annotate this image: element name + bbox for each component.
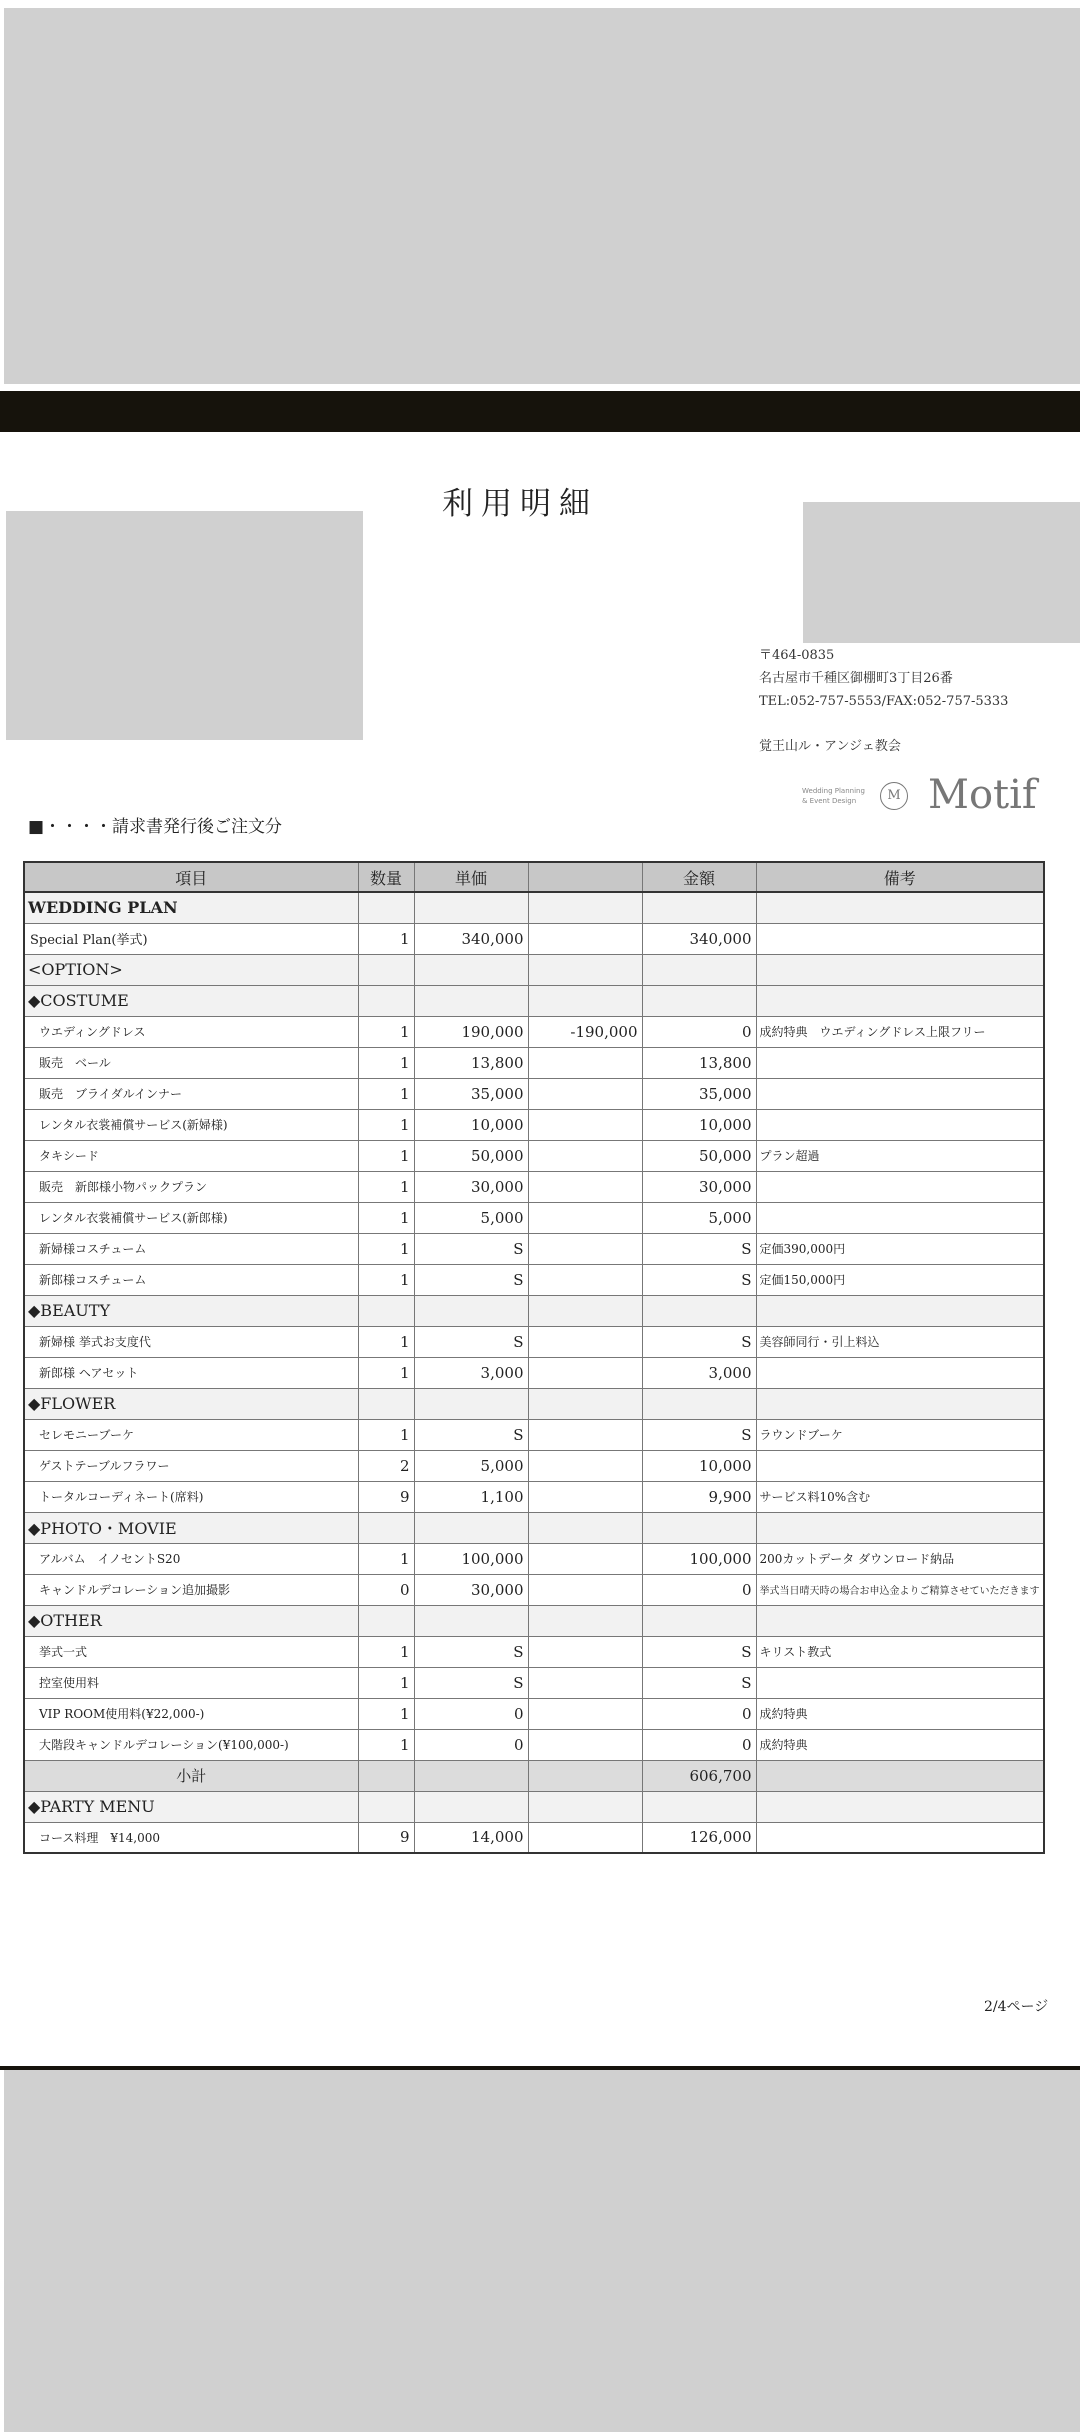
cell-item: 新郎様 ヘアセット xyxy=(24,1357,358,1388)
cell-discount xyxy=(528,1202,642,1233)
cell-amount xyxy=(642,1512,756,1543)
logo-tagline-line-1: Wedding Planning xyxy=(802,787,865,795)
cell-discount xyxy=(528,1636,642,1667)
motif-logo xyxy=(802,772,1042,820)
table-row xyxy=(24,1016,1044,1047)
page-title: 利用明細 xyxy=(442,486,598,522)
cell-discount xyxy=(528,1667,642,1698)
cell-item: レンタル衣裳補償サービス(新郎様) xyxy=(24,1202,358,1233)
cell-amount: S xyxy=(642,1636,756,1667)
header-remarks: 備考 xyxy=(756,862,1044,892)
table-row xyxy=(24,1264,1044,1295)
table-row xyxy=(24,1326,1044,1357)
table-row xyxy=(24,1295,1044,1326)
cell-quantity xyxy=(358,1605,414,1636)
cell-quantity: 1 xyxy=(358,1233,414,1264)
cell-remark xyxy=(756,954,1044,985)
table-row xyxy=(24,985,1044,1016)
cell-quantity xyxy=(358,1760,414,1791)
cell-remark xyxy=(756,1109,1044,1140)
cell-discount xyxy=(528,1419,642,1450)
cell-unit-price: S xyxy=(414,1636,528,1667)
cell-unit-price: S xyxy=(414,1667,528,1698)
cell-quantity xyxy=(358,892,414,923)
cell-unit-price: 5,000 xyxy=(414,1450,528,1481)
cell-discount xyxy=(528,985,642,1016)
cell-amount: S xyxy=(642,1419,756,1450)
cell-discount xyxy=(528,1109,642,1140)
cell-remark xyxy=(756,1450,1044,1481)
cell-amount xyxy=(642,892,756,923)
cell-item: ◆COSTUME xyxy=(24,985,358,1016)
cell-item: キャンドルデコレーション追加撮影 xyxy=(24,1574,358,1605)
cell-unit-price: 14,000 xyxy=(414,1822,528,1853)
cell-discount xyxy=(528,1171,642,1202)
cell-quantity: 1 xyxy=(358,1636,414,1667)
cell-unit-price xyxy=(414,1760,528,1791)
venue-address xyxy=(759,644,1008,758)
logo-mark-icon: M xyxy=(880,782,908,810)
cell-quantity: 1 xyxy=(358,1171,414,1202)
cell-quantity xyxy=(358,1388,414,1419)
cell-amount xyxy=(642,1791,756,1822)
logo-tagline-line-2: & Event Design xyxy=(802,797,857,805)
cell-unit-price: S xyxy=(414,1264,528,1295)
cell-amount: 10,000 xyxy=(642,1109,756,1140)
cell-unit-price: 190,000 xyxy=(414,1016,528,1047)
cell-amount: 9,900 xyxy=(642,1481,756,1512)
cell-remark: 成約特典 ウエディングドレス上限フリー xyxy=(756,1016,1044,1047)
cell-remark: 定価150,000円 xyxy=(756,1264,1044,1295)
cell-unit-price: 5,000 xyxy=(414,1202,528,1233)
table-row xyxy=(24,1822,1044,1853)
cell-item: ゲストテーブルフラワー xyxy=(24,1450,358,1481)
cell-item: VIP ROOM使用料(¥22,000-) xyxy=(24,1698,358,1729)
cell-remark xyxy=(756,1171,1044,1202)
cell-item: 控室使用料 xyxy=(24,1667,358,1698)
table-header-row xyxy=(24,862,1044,892)
cell-item: セレモニーブーケ xyxy=(24,1419,358,1450)
cell-unit-price xyxy=(414,954,528,985)
cell-discount xyxy=(528,1791,642,1822)
cell-discount xyxy=(528,1047,642,1078)
cell-item: ウエディングドレス xyxy=(24,1016,358,1047)
redacted-area-left xyxy=(6,511,363,740)
cell-item: 大階段キャンドルデコレーション(¥100,000-) xyxy=(24,1729,358,1760)
cell-remark xyxy=(756,1388,1044,1419)
cell-item: トータルコーディネート(席料) xyxy=(24,1481,358,1512)
cell-remark: サービス料10%含む xyxy=(756,1481,1044,1512)
cell-unit-price: S xyxy=(414,1326,528,1357)
order-note: ■・・・・請求書発行後ご注文分 xyxy=(28,817,283,837)
cell-item: WEDDING PLAN xyxy=(24,892,358,923)
table-row xyxy=(24,1419,1044,1450)
cell-discount xyxy=(528,1326,642,1357)
cell-discount xyxy=(528,1543,642,1574)
cell-discount xyxy=(528,1481,642,1512)
header-item: 項目 xyxy=(24,862,358,892)
cell-unit-price: 35,000 xyxy=(414,1078,528,1109)
cell-quantity: 1 xyxy=(358,1419,414,1450)
cell-amount: S xyxy=(642,1264,756,1295)
cell-item: ◆FLOWER xyxy=(24,1388,358,1419)
cell-remark xyxy=(756,892,1044,923)
table-row xyxy=(24,892,1044,923)
cell-unit-price xyxy=(414,892,528,923)
table-row xyxy=(24,1171,1044,1202)
cell-amount: 0 xyxy=(642,1574,756,1605)
cell-remark: 成約特典 xyxy=(756,1729,1044,1760)
cell-remark xyxy=(756,1295,1044,1326)
table-row xyxy=(24,1729,1044,1760)
cell-quantity: 1 xyxy=(358,1698,414,1729)
cell-remark xyxy=(756,1760,1044,1791)
cell-item: Special Plan(挙式) xyxy=(24,923,358,954)
cell-quantity: 1 xyxy=(358,1047,414,1078)
cell-unit-price xyxy=(414,1512,528,1543)
cell-remark xyxy=(756,985,1044,1016)
cell-discount xyxy=(528,1698,642,1729)
page-number: 2/4ページ xyxy=(984,1999,1049,2015)
cell-unit-price: 340,000 xyxy=(414,923,528,954)
cell-unit-price: 100,000 xyxy=(414,1543,528,1574)
cell-unit-price xyxy=(414,1791,528,1822)
cell-quantity: 1 xyxy=(358,1016,414,1047)
table-row xyxy=(24,1698,1044,1729)
cell-unit-price: S xyxy=(414,1419,528,1450)
table-row xyxy=(24,1574,1044,1605)
cell-remark: 200カットデータ ダウンロード納品 xyxy=(756,1543,1044,1574)
cell-quantity: 1 xyxy=(358,1667,414,1698)
cell-quantity: 1 xyxy=(358,1202,414,1233)
table-row xyxy=(24,1357,1044,1388)
cell-quantity: 2 xyxy=(358,1450,414,1481)
cell-remark: ラウンドブーケ xyxy=(756,1419,1044,1450)
logo-wordmark: Motif xyxy=(928,772,1037,818)
cell-item: ◆PHOTO・MOVIE xyxy=(24,1512,358,1543)
table-row xyxy=(24,1636,1044,1667)
cell-quantity: 1 xyxy=(358,1357,414,1388)
cell-amount: 5,000 xyxy=(642,1202,756,1233)
cell-amount: 13,800 xyxy=(642,1047,756,1078)
table-row xyxy=(24,1481,1044,1512)
cell-amount xyxy=(642,1388,756,1419)
cell-remark xyxy=(756,1357,1044,1388)
header-amount: 金額 xyxy=(642,862,756,892)
cell-discount xyxy=(528,1357,642,1388)
cell-amount: S xyxy=(642,1667,756,1698)
cell-quantity xyxy=(358,1791,414,1822)
cell-unit-price: 13,800 xyxy=(414,1047,528,1078)
table-row xyxy=(24,1233,1044,1264)
cell-item: 小計 xyxy=(24,1760,358,1791)
cell-quantity: 9 xyxy=(358,1822,414,1853)
cell-discount xyxy=(528,1295,642,1326)
table-row xyxy=(24,1605,1044,1636)
cell-amount: 0 xyxy=(642,1729,756,1760)
cell-discount xyxy=(528,1760,642,1791)
cell-amount: 35,000 xyxy=(642,1078,756,1109)
cell-discount xyxy=(528,1140,642,1171)
cell-item: 販売 ベール xyxy=(24,1047,358,1078)
cell-amount: 3,000 xyxy=(642,1357,756,1388)
table-row xyxy=(24,1109,1044,1140)
table-row xyxy=(24,1791,1044,1822)
cell-unit-price xyxy=(414,1605,528,1636)
cell-item: ◆OTHER xyxy=(24,1605,358,1636)
table-row xyxy=(24,1140,1044,1171)
table-row xyxy=(24,1202,1044,1233)
cell-unit-price: 10,000 xyxy=(414,1109,528,1140)
cell-item: ◆PARTY MENU xyxy=(24,1791,358,1822)
cell-discount xyxy=(528,1729,642,1760)
cell-remark: 成約特典 xyxy=(756,1698,1044,1729)
cell-remark: 美容師同行・引上料込 xyxy=(756,1326,1044,1357)
cell-item: 販売 ブライダルインナー xyxy=(24,1078,358,1109)
cell-discount xyxy=(528,1450,642,1481)
cell-discount xyxy=(528,1233,642,1264)
cell-unit-price xyxy=(414,1388,528,1419)
cell-remark: プラン超過 xyxy=(756,1140,1044,1171)
cell-amount xyxy=(642,985,756,1016)
cell-amount: 340,000 xyxy=(642,923,756,954)
cell-amount: 126,000 xyxy=(642,1822,756,1853)
cell-discount xyxy=(528,954,642,985)
cell-amount: 100,000 xyxy=(642,1543,756,1574)
table-row xyxy=(24,1388,1044,1419)
table-row xyxy=(24,1512,1044,1543)
cell-discount: -190,000 xyxy=(528,1016,642,1047)
cell-item: コース料理 ¥14,000 xyxy=(24,1822,358,1853)
cell-item: 新婦様コスチューム xyxy=(24,1233,358,1264)
cell-quantity xyxy=(358,954,414,985)
cell-unit-price: 0 xyxy=(414,1698,528,1729)
cell-amount xyxy=(642,954,756,985)
cell-amount: 30,000 xyxy=(642,1171,756,1202)
cell-remark xyxy=(756,1791,1044,1822)
logo-tagline xyxy=(802,786,872,806)
cell-quantity: 1 xyxy=(358,1729,414,1760)
cell-amount xyxy=(642,1295,756,1326)
cell-quantity xyxy=(358,985,414,1016)
cell-amount: 0 xyxy=(642,1698,756,1729)
invoice-table xyxy=(23,861,1045,1854)
table-row xyxy=(24,1047,1044,1078)
cell-remark xyxy=(756,923,1044,954)
cell-remark: キリスト教式 xyxy=(756,1636,1044,1667)
cell-discount xyxy=(528,1512,642,1543)
table-row xyxy=(24,1760,1044,1791)
cell-unit-price xyxy=(414,985,528,1016)
table-row xyxy=(24,1078,1044,1109)
cell-discount xyxy=(528,923,642,954)
table-row xyxy=(24,954,1044,985)
cell-quantity: 9 xyxy=(358,1481,414,1512)
cell-unit-price: 30,000 xyxy=(414,1574,528,1605)
cell-item: ◆BEAUTY xyxy=(24,1295,358,1326)
cell-item: アルバム イノセントS20 xyxy=(24,1543,358,1574)
cell-quantity: 1 xyxy=(358,1078,414,1109)
cell-unit-price: 3,000 xyxy=(414,1357,528,1388)
cell-item: 新婦様 挙式お支度代 xyxy=(24,1326,358,1357)
cell-remark xyxy=(756,1822,1044,1853)
header-unit-price: 単価 xyxy=(414,862,528,892)
cell-quantity: 1 xyxy=(358,1543,414,1574)
redacted-area-top xyxy=(4,8,1080,384)
cell-item: 挙式一式 xyxy=(24,1636,358,1667)
table-row xyxy=(24,1543,1044,1574)
table-row xyxy=(24,923,1044,954)
cell-discount xyxy=(528,1078,642,1109)
cell-amount: 50,000 xyxy=(642,1140,756,1171)
table-row xyxy=(24,1450,1044,1481)
redacted-area-right xyxy=(803,502,1080,643)
cell-remark: 定価390,000円 xyxy=(756,1233,1044,1264)
cell-unit-price: 1,100 xyxy=(414,1481,528,1512)
cell-unit-price: 30,000 xyxy=(414,1171,528,1202)
table-row xyxy=(24,1667,1044,1698)
cell-discount xyxy=(528,1822,642,1853)
cell-remark: 挙式当日晴天時の場合お申込金よりご精算させていただきます xyxy=(756,1574,1044,1605)
cell-quantity: 1 xyxy=(358,1326,414,1357)
header-band xyxy=(0,391,1080,432)
cell-item: 販売 新郎様小物パックプラン xyxy=(24,1171,358,1202)
tel-fax: TEL:052-757-5553/FAX:052-757-5333 xyxy=(759,694,1009,709)
cell-discount xyxy=(528,1574,642,1605)
cell-remark xyxy=(756,1047,1044,1078)
cell-quantity: 1 xyxy=(358,1264,414,1295)
cell-unit-price xyxy=(414,1295,528,1326)
cell-remark xyxy=(756,1078,1044,1109)
cell-item: <OPTION> xyxy=(24,954,358,985)
postal-code: 〒464-0835 xyxy=(759,648,835,663)
cell-unit-price: 0 xyxy=(414,1729,528,1760)
cell-item: レンタル衣裳補償サービス(新婦様) xyxy=(24,1109,358,1140)
cell-amount: S xyxy=(642,1233,756,1264)
street-address: 名古屋市千種区御棚町3丁目26番 xyxy=(759,671,953,686)
redacted-area-bottom xyxy=(4,2070,1080,2432)
cell-quantity xyxy=(358,1295,414,1326)
cell-amount: 0 xyxy=(642,1016,756,1047)
cell-remark xyxy=(756,1667,1044,1698)
cell-quantity: 0 xyxy=(358,1574,414,1605)
cell-unit-price: 50,000 xyxy=(414,1140,528,1171)
cell-discount xyxy=(528,892,642,923)
cell-quantity: 1 xyxy=(358,1109,414,1140)
cell-amount: 10,000 xyxy=(642,1450,756,1481)
cell-quantity xyxy=(358,1512,414,1543)
cell-quantity: 1 xyxy=(358,923,414,954)
header-discount xyxy=(528,862,642,892)
venue-name: 覚王山ル・アンジェ教会 xyxy=(759,739,901,754)
cell-unit-price: S xyxy=(414,1233,528,1264)
cell-item: タキシード xyxy=(24,1140,358,1171)
cell-quantity: 1 xyxy=(358,1140,414,1171)
cell-remark xyxy=(756,1202,1044,1233)
cell-amount: 606,700 xyxy=(642,1760,756,1791)
cell-discount xyxy=(528,1264,642,1295)
cell-remark xyxy=(756,1512,1044,1543)
cell-discount xyxy=(528,1605,642,1636)
cell-discount xyxy=(528,1388,642,1419)
header-quantity: 数量 xyxy=(358,862,414,892)
cell-item: 新郎様コスチューム xyxy=(24,1264,358,1295)
cell-amount: S xyxy=(642,1326,756,1357)
cell-remark xyxy=(756,1605,1044,1636)
cell-amount xyxy=(642,1605,756,1636)
